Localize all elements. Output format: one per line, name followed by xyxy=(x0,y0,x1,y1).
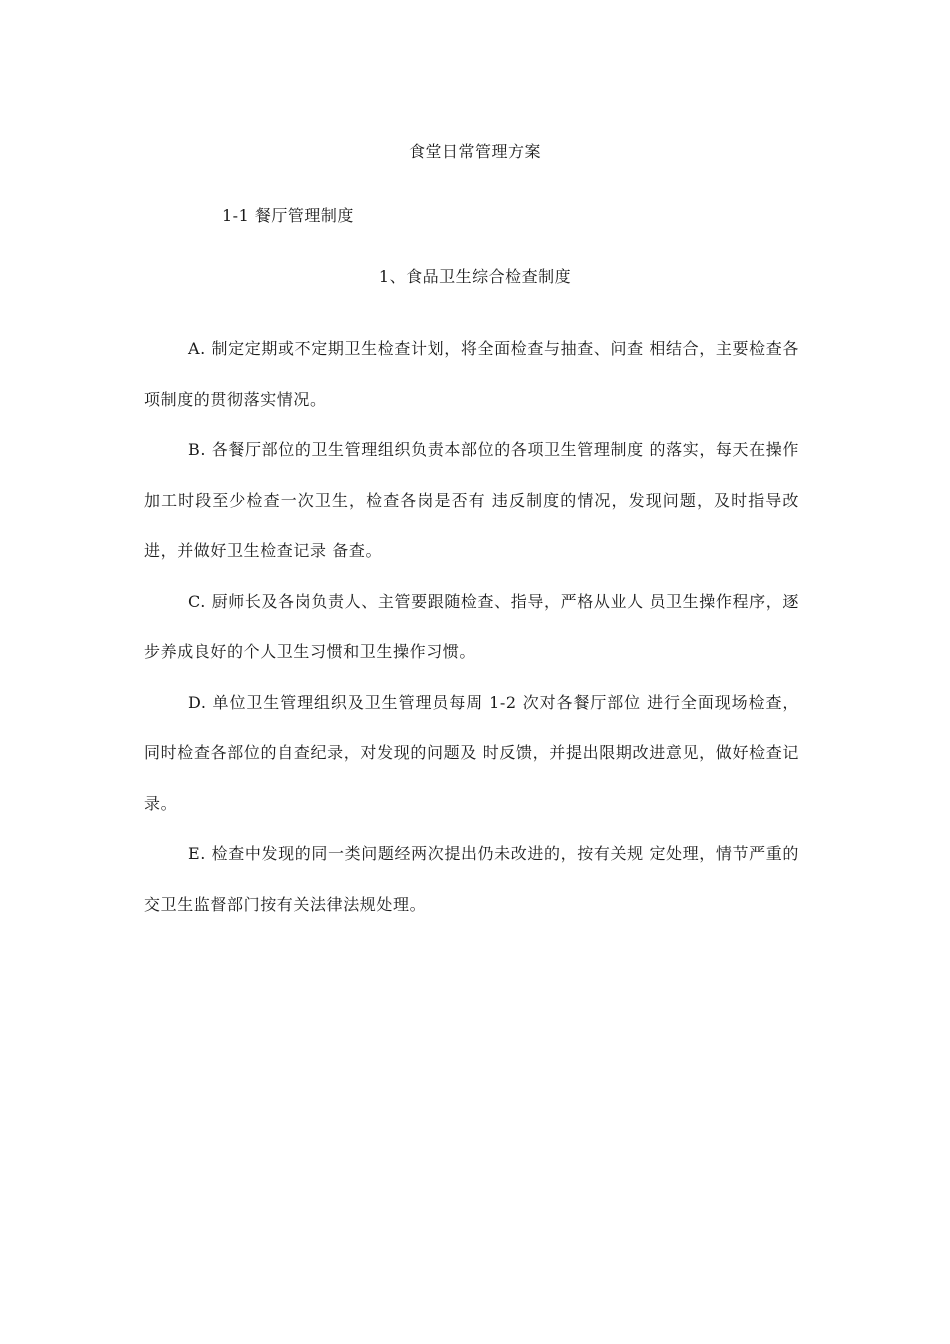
document-title: 食堂日常管理方案 xyxy=(408,142,541,161)
paragraph-a: A. 制定定期或不定期卫生检查计划，将全面检查与抽查、问查 相结合，主要检查各项制度的贯彻落实情况。 xyxy=(144,339,799,409)
paragraph-d: D. 单位卫生管理组织及卫生管理员每周 1-2 次对各餐厅部位 进行全面现场检查，同时检查各部位的自查纪录，对发现的问题及 时反馈，并提出限期改进意见，做好检查记录。 xyxy=(144,692,799,813)
paragraph-c: C. 厨师长及各岗负责人、主管要跟随检查、指导，严格从业人 员卫生操作程序，逐步养成良好的个人卫生习惯和卫生操作习惯。 xyxy=(144,591,799,661)
document-body xyxy=(144,324,799,930)
paragraph-e: E. 检查中发现的同一类问题经两次提出仍未改进的，按有关规 定处理，情节严重的交卫生监督部门按有关法律法规处理。 xyxy=(144,844,799,914)
paragraph-b: B. 各餐厅部位的卫生管理组织负责本部位的各项卫生管理制度 的落实，每天在操作加工时段至少检查一次卫生，检查各岗是否有 违反制度的情况，发现问题，及时指导改进，并做好卫生检查记录 备查。 xyxy=(144,440,799,560)
section-heading: 1-1 餐厅管理制度 xyxy=(222,206,354,225)
subsection-heading: 1、食品卫生综合检查制度 xyxy=(378,267,572,286)
